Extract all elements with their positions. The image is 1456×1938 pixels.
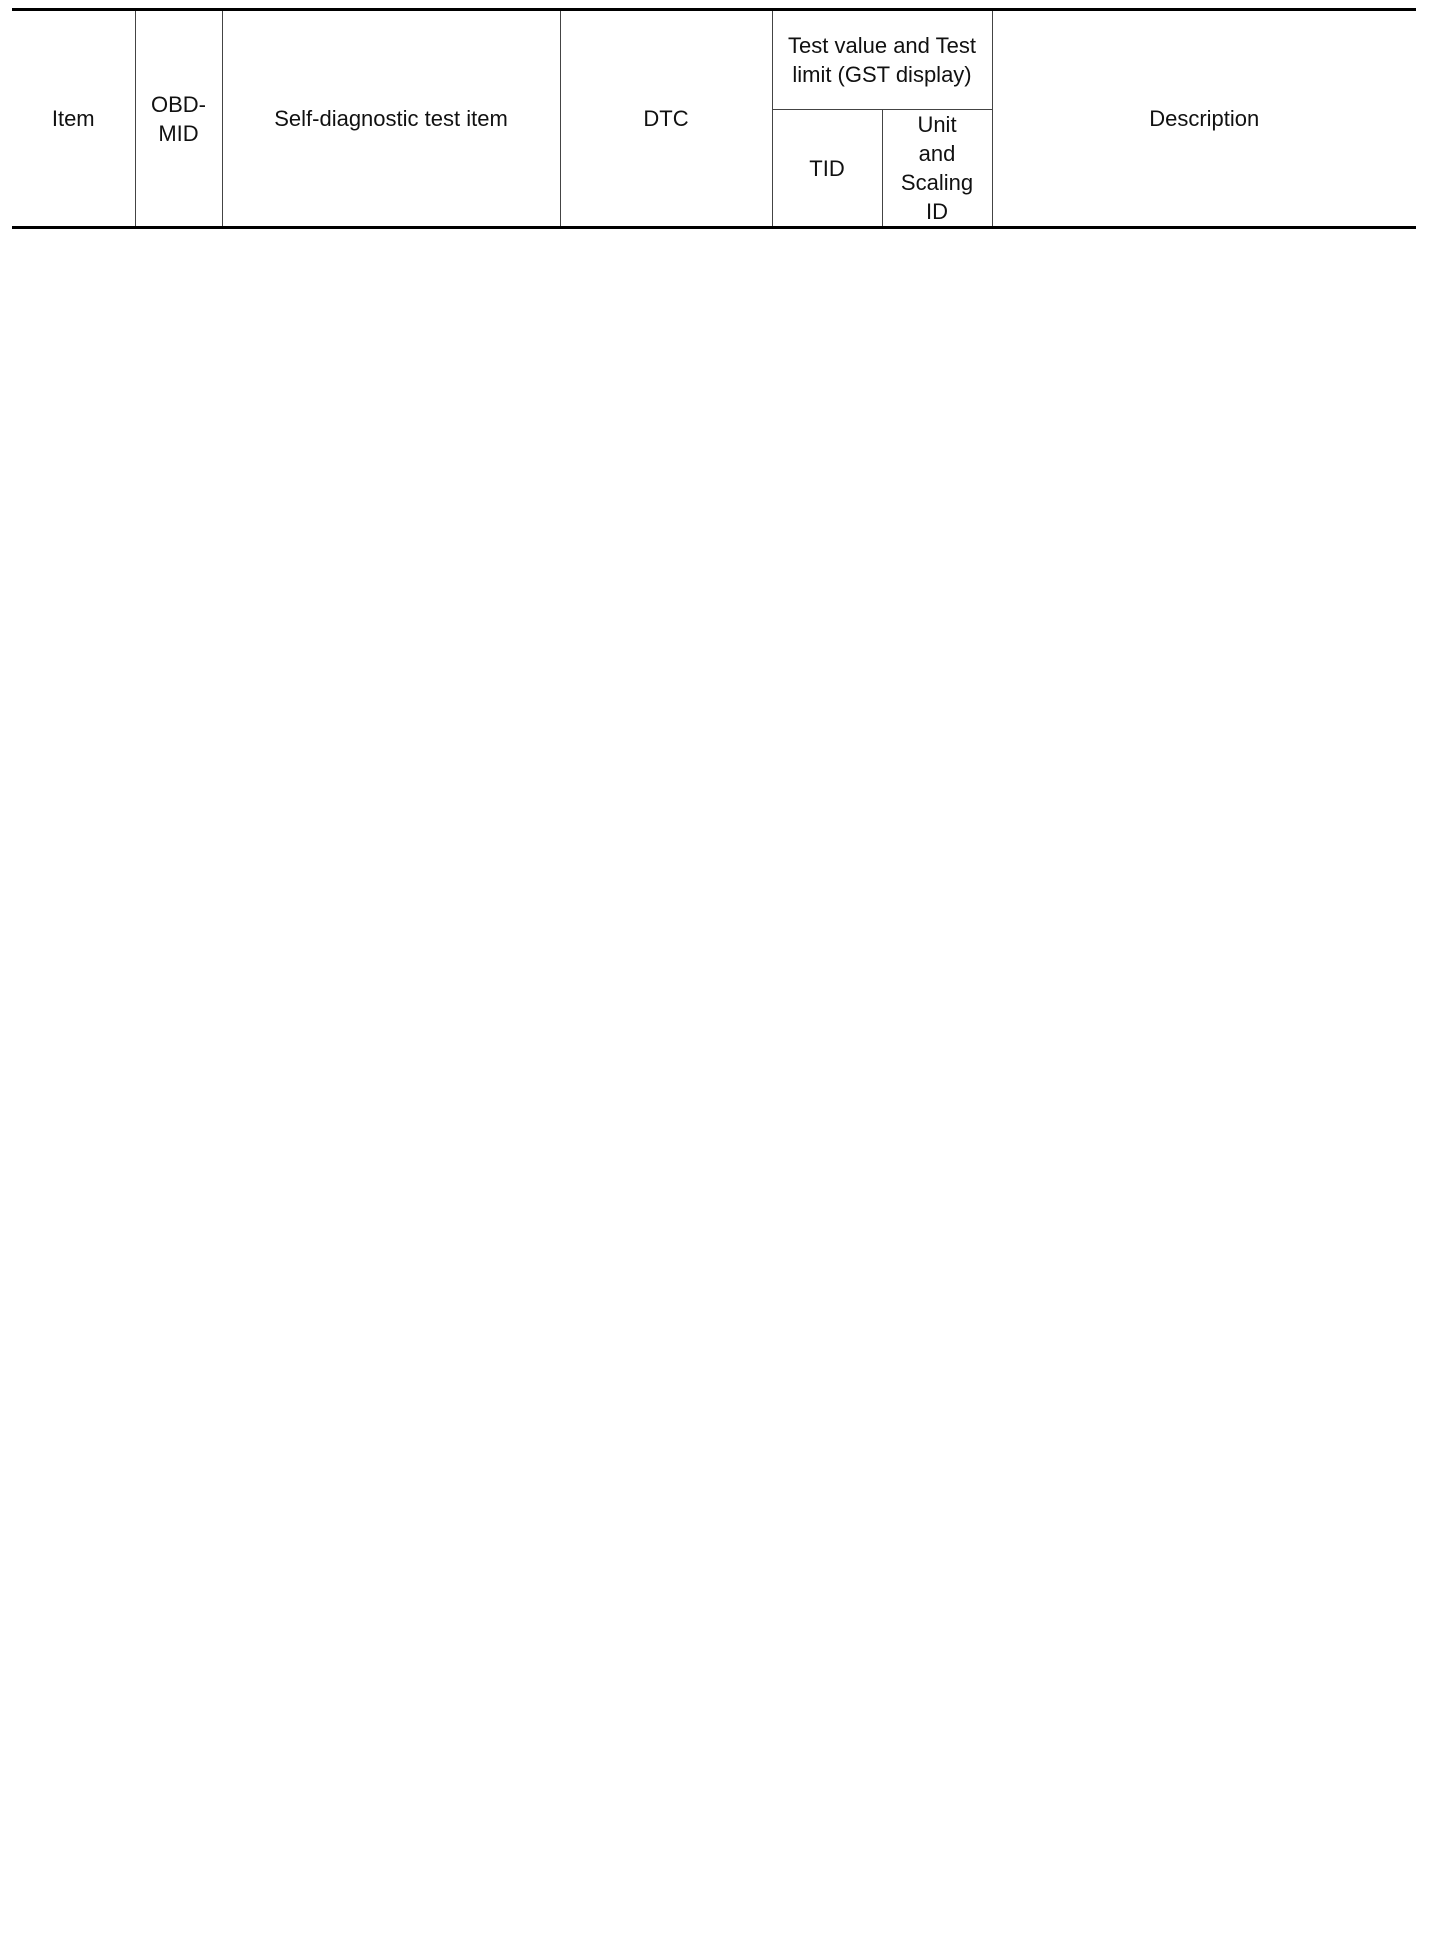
table-header bbox=[12, 10, 1416, 228]
table-body bbox=[12, 228, 1416, 1917]
header-description: Description bbox=[992, 10, 1416, 228]
header-test-item: Self-diagnostic test item bbox=[222, 10, 560, 228]
header-dtc: DTC bbox=[560, 10, 772, 228]
obd-mid-table bbox=[12, 8, 1416, 1918]
header-obd-mid: OBD-MID bbox=[135, 10, 222, 228]
header-item: Item bbox=[12, 10, 135, 228]
header-unit-scaling: Unit and Scaling ID bbox=[882, 110, 992, 228]
header-tid: TID bbox=[772, 110, 882, 228]
header-test-value: Test value and Test limit (GST display) bbox=[772, 10, 992, 110]
